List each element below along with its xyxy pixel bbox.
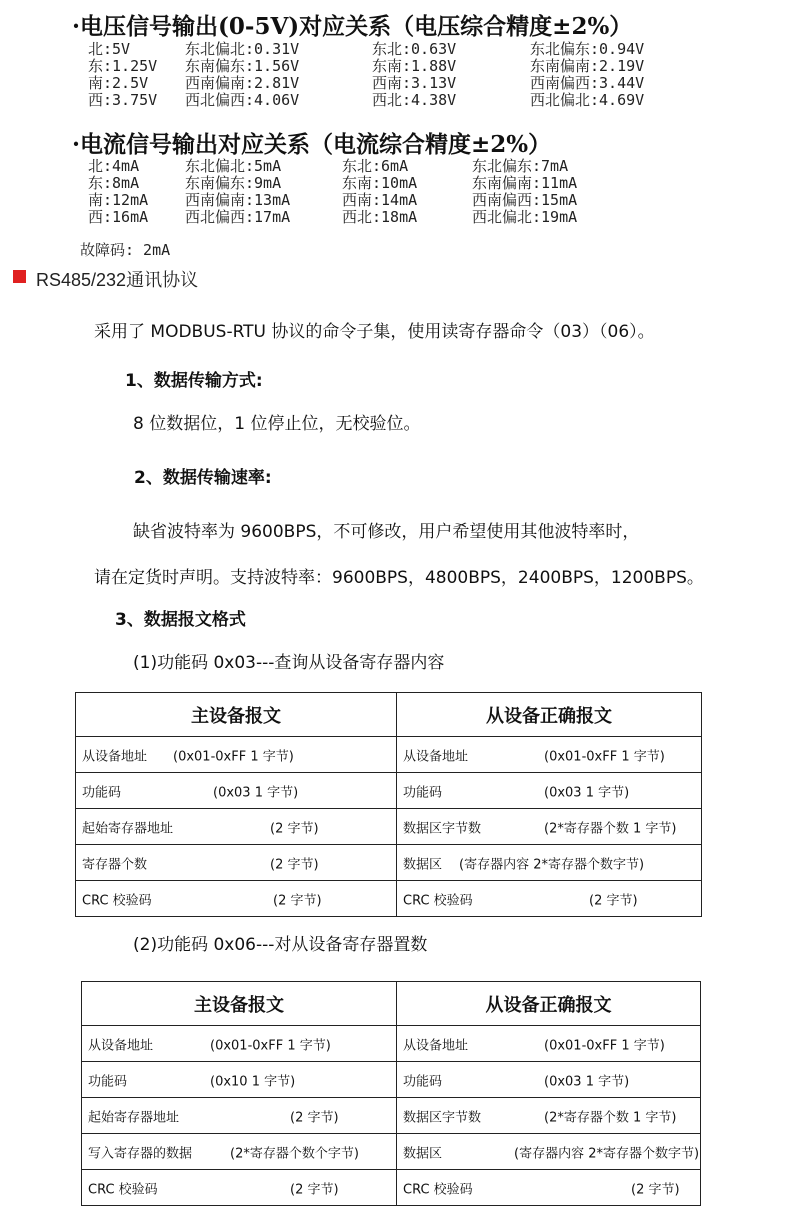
master-label: 起始寄存器地址 xyxy=(82,821,174,836)
fault-code: 故障码: 2mA xyxy=(80,241,171,259)
master-value: (2 字节) xyxy=(290,1182,339,1197)
table-row xyxy=(76,845,702,881)
voltage-cell: 东北偏东:0.94V xyxy=(530,40,645,58)
table-row xyxy=(76,809,702,845)
current-cell: 西北偏西:17mA xyxy=(185,208,291,226)
current-cell: 西南偏南:13mA xyxy=(185,191,291,209)
master-value: (0x01-0xFF 1 字节) xyxy=(210,1038,331,1053)
fc03-table xyxy=(75,692,702,917)
slave-label: 从设备地址 xyxy=(403,749,469,764)
table-row xyxy=(76,773,702,809)
slave-label: 从设备地址 xyxy=(403,1038,469,1053)
heading-frame-format: 3、数据报文格式 xyxy=(115,610,246,630)
voltage-cell: 西北偏西:4.06V xyxy=(185,91,300,109)
voltage-cell: 东南偏南:2.19V xyxy=(530,57,645,75)
current-cell: 南:12mA xyxy=(88,191,149,209)
slave-label: CRC 校验码 xyxy=(403,893,473,908)
master-value: (0x10 1 字节) xyxy=(210,1074,296,1089)
slave-value: (0x01-0xFF 1 字节) xyxy=(544,1038,665,1053)
voltage-cell: 西:3.75V xyxy=(88,91,158,109)
current-cell: 西:16mA xyxy=(88,208,149,226)
table-row xyxy=(82,1026,701,1062)
heading-baud-rate: 2、数据传输速率: xyxy=(134,468,272,488)
voltage-cell: 西南偏西:3.44V xyxy=(530,74,645,92)
fc06-table xyxy=(81,981,701,1206)
voltage-cell: 东南:1.88V xyxy=(372,57,457,75)
table-row xyxy=(76,881,702,917)
slave-value: (寄存器内容 2*寄存器个数字节) xyxy=(459,857,645,872)
fc06-title: (2)功能码 0x06---对从设备寄存器置数 xyxy=(133,935,428,955)
master-label: 功能码 xyxy=(88,1074,128,1089)
slave-value: (0x03 1 字节) xyxy=(544,1074,630,1089)
current-cell: 东北偏北:5mA xyxy=(185,157,282,175)
voltage-cell: 西北:4.38V xyxy=(372,91,457,109)
voltage-cell: 西南偏南:2.81V xyxy=(185,74,300,92)
current-cell: 东:8mA xyxy=(88,174,140,192)
master-value: (2 字节) xyxy=(270,821,319,836)
section-title: RS485/232通讯协议 xyxy=(36,270,199,290)
current-cell: 东南偏东:9mA xyxy=(185,174,282,192)
transfer-mode-text: 8 位数据位，1 位停止位，无校验位。 xyxy=(133,414,421,434)
voltage-cell: 东南偏东:1.56V xyxy=(185,57,300,75)
table-row xyxy=(82,1170,701,1206)
slave-label: 数据区 xyxy=(403,857,443,872)
current-cell: 西南偏西:15mA xyxy=(472,191,578,209)
voltage-title: ·电压信号输出(0-5V)对应关系（电压综合精度±2%） xyxy=(72,13,633,40)
baud-rate-text-2: 请在定货时声明。支持波特率：9600BPS，4800BPS，2400BPS，1200BPS。 xyxy=(94,568,704,588)
slave-value: (2*寄存器个数 1 字节) xyxy=(544,821,677,836)
current-cell: 西南:14mA xyxy=(342,191,418,209)
master-label: 寄存器个数 xyxy=(82,857,148,872)
slave-label: 功能码 xyxy=(403,1074,443,1089)
current-cell: 北:4mA xyxy=(88,157,140,175)
protocol-intro: 采用了 MODBUS-RTU 协议的命令子集，使用读寄存器命令（03）（06）。 xyxy=(94,322,655,342)
slave-value: (寄存器内容 2*寄存器个数字节) xyxy=(514,1146,700,1161)
fc03-title: (1)功能码 0x03---查询从设备寄存器内容 xyxy=(133,653,445,673)
master-value: (2 字节) xyxy=(270,857,319,872)
voltage-cell: 东北偏北:0.31V xyxy=(185,40,300,58)
master-label: 写入寄存器的数据 xyxy=(88,1146,193,1161)
header-master: 主设备报文 xyxy=(82,982,397,1026)
master-label: 功能码 xyxy=(82,785,122,800)
slave-value: (0x01-0xFF 1 字节) xyxy=(544,749,665,764)
master-value: (0x01-0xFF 1 字节) xyxy=(173,749,294,764)
voltage-cell: 西北偏北:4.69V xyxy=(530,91,645,109)
header-slave: 从设备正确报文 xyxy=(397,693,702,737)
current-cell: 东北:6mA xyxy=(342,157,409,175)
header-master: 主设备报文 xyxy=(76,693,397,737)
master-label: 起始寄存器地址 xyxy=(88,1110,180,1125)
voltage-cell: 北:5V xyxy=(88,40,131,58)
slave-value: (2*寄存器个数 1 字节) xyxy=(544,1110,677,1125)
current-cell: 西北:18mA xyxy=(342,208,418,226)
master-value: (0x03 1 字节) xyxy=(213,785,299,800)
current-title: ·电流信号输出对应关系（电流综合精度±2%） xyxy=(72,131,552,158)
master-label: 从设备地址 xyxy=(88,1038,154,1053)
voltage-cell: 东北:0.63V xyxy=(372,40,457,58)
slave-label: 数据区字节数 xyxy=(403,821,482,836)
voltage-cell: 东:1.25V xyxy=(88,57,158,75)
section-marker xyxy=(13,270,26,283)
slave-label: 数据区 xyxy=(403,1146,443,1161)
master-label: CRC 校验码 xyxy=(82,893,152,908)
slave-value: (2 字节) xyxy=(631,1182,680,1197)
table-row xyxy=(82,1134,701,1170)
master-value: (2*寄存器个数个字节) xyxy=(230,1146,359,1161)
heading-transfer-mode: 1、数据传输方式: xyxy=(125,371,263,391)
slave-label: 功能码 xyxy=(403,785,443,800)
master-label: CRC 校验码 xyxy=(88,1182,158,1197)
baud-rate-text-1: 缺省波特率为 9600BPS，不可修改，用户希望使用其他波特率时， xyxy=(133,522,640,542)
current-cell: 东北偏东:7mA xyxy=(472,157,569,175)
slave-value: (0x03 1 字节) xyxy=(544,785,630,800)
slave-label: CRC 校验码 xyxy=(403,1182,473,1197)
current-cell: 东南偏南:11mA xyxy=(472,174,578,192)
voltage-cell: 西南:3.13V xyxy=(372,74,457,92)
current-cell: 西北偏北:19mA xyxy=(472,208,578,226)
slave-label: 数据区字节数 xyxy=(403,1110,482,1125)
slave-value: (2 字节) xyxy=(589,893,638,908)
current-cell: 东南:10mA xyxy=(342,174,418,192)
table-row xyxy=(76,737,702,773)
header-slave: 从设备正确报文 xyxy=(397,982,701,1026)
master-label: 从设备地址 xyxy=(82,749,148,764)
master-value: (2 字节) xyxy=(273,893,322,908)
voltage-cell: 南:2.5V xyxy=(88,74,149,92)
table-row xyxy=(82,1062,701,1098)
master-value: (2 字节) xyxy=(290,1110,339,1125)
table-row xyxy=(82,1098,701,1134)
